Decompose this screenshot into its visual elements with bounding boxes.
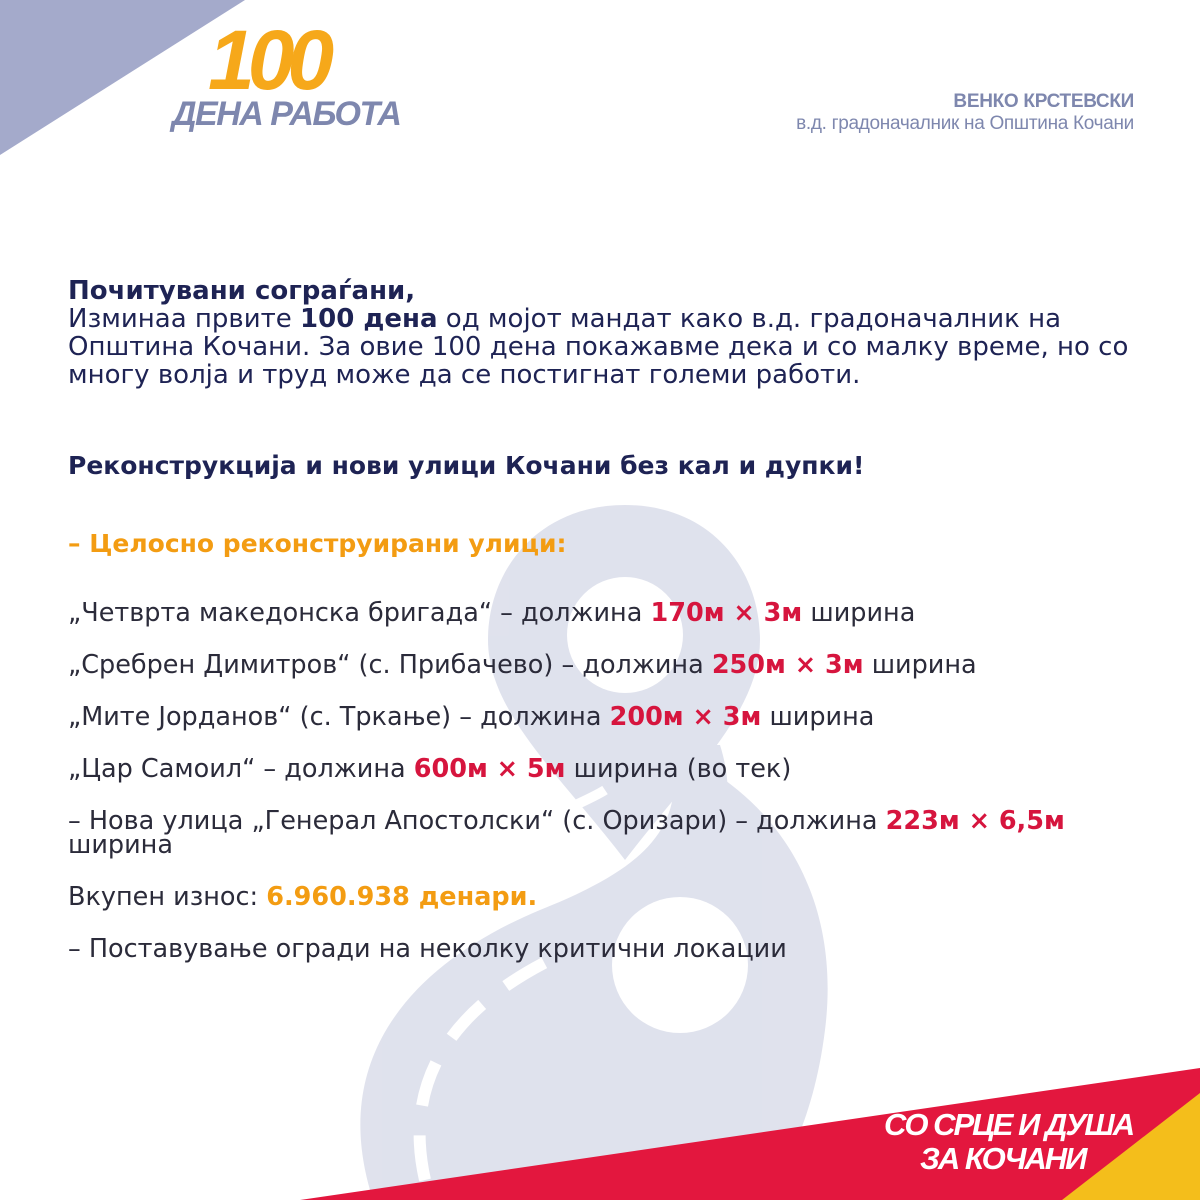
- street-suffix: ширина: [863, 650, 977, 680]
- street-suffix: ширина: [68, 830, 173, 860]
- greeting: Почитувани сограѓани,: [68, 276, 416, 306]
- total-label: Вкупен износ:: [68, 882, 267, 912]
- logo-subtitle: ДЕНА РАБОТА: [172, 95, 401, 133]
- street-text: – Нова улица „Генерал Апостолски“ (с. Оризари) – должина: [68, 806, 886, 836]
- mayor-info: [796, 91, 1134, 135]
- street-dimensions: 250м × 3м: [711, 650, 864, 680]
- intro-text: [68, 305, 1148, 389]
- street-dimensions: 170м × 3м: [650, 598, 803, 628]
- list-item: [68, 598, 1148, 628]
- mayor-name: ВЕНКО КРСТЕВСКИ: [953, 91, 1134, 112]
- logo-100-days: [172, 13, 402, 133]
- section-heading: Реконструкција и нови улици Кочани без кал и дупки!: [68, 451, 865, 480]
- street-text: „Четврта македонска бригада“ – должина: [68, 598, 651, 628]
- street-text: „Мите Јорданов“ (с. Тркање) – должина: [68, 702, 610, 732]
- street-list: [68, 598, 1148, 964]
- street-text: „Сребрен Димитров“ (с. Прибачево) – должина: [68, 650, 712, 680]
- mayor-title: в.д. градоначалник на Општина Кочани: [796, 113, 1134, 134]
- total-amount: 6.960.938 денари.: [266, 882, 538, 912]
- street-dimensions: 223м × 6,5м: [885, 806, 1065, 836]
- slogan: [884, 1108, 1134, 1176]
- street-suffix: ширина: [802, 598, 916, 628]
- logo-number: 100: [208, 13, 328, 107]
- intro-bold: 100 дена: [300, 304, 438, 334]
- street-dimensions: 600м × 5м: [413, 754, 566, 784]
- list-item: [68, 806, 1148, 860]
- intro-post: од мојот мандат како в.д. градоначалник на Општина Кочани. За овие 100 дена покажавме дека и со малку време, но со многу волја и труд може да се постигнат големи работи.: [68, 304, 1129, 390]
- list-item: [68, 650, 1148, 680]
- fences-line: – Поставување огради на неколку критични локации: [68, 934, 787, 964]
- intro-pre: Изминаа првите: [68, 304, 301, 334]
- street-suffix: ширина (во тек): [565, 754, 792, 784]
- street-dimensions: 200м × 3м: [609, 702, 762, 732]
- total-amount-line: [68, 882, 1148, 912]
- slogan-line-1: СО СРЦЕ И ДУША: [884, 1107, 1134, 1142]
- street-suffix: ширина: [761, 702, 875, 732]
- list-item: [68, 754, 1148, 784]
- slogan-line-2: ЗА КОЧАНИ: [920, 1141, 1086, 1176]
- subheading: – Целосно реконструирани улици:: [68, 529, 567, 558]
- street-text: „Цар Самоил“ – должина: [68, 754, 414, 784]
- list-item: [68, 702, 1148, 732]
- intro-paragraph: [68, 277, 1148, 389]
- letter-body: [68, 276, 1148, 964]
